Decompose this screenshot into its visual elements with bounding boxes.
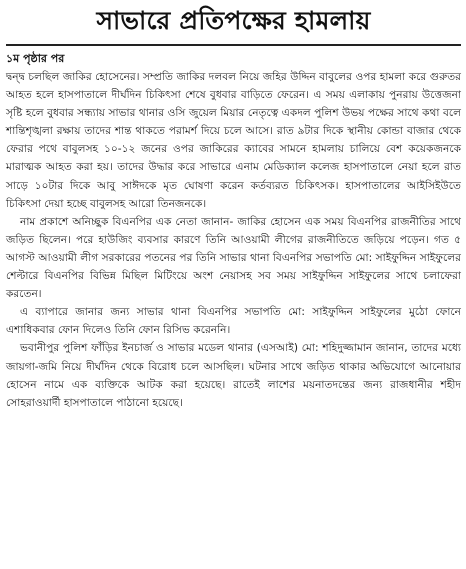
headline: সাভারে প্রতিপক্ষের হামলায় <box>96 6 371 35</box>
continued-from-label: ১ম পৃষ্ঠার পর <box>6 52 65 65</box>
headline-rule <box>6 44 461 46</box>
article-paragraph-2: নাম প্রকাশে অনিচ্ছুক বিএনপির এক নেতা জানান- জাকির হোসেন এক সময় বিএনপির রাজনীতির সাথে জড়িত ছিলেন। পরে হাউজিং ব্যবসার কারণে তিনি আওয়ামী লীগের রাজনীতিতে জড়িয়ে পড়েন। গত ৫ আগস্ট আওয়ামী লীগ সরকারের পতনের পর তিনি সাভার থানা বিএনপির সভাপতি মো: সাইফুদ্দিন সাইফুলের শেল্টারে বিএনপির বিভিন্ন মিছিল মিটিংয়ে অংশ নেয়াসহ সব সময় সাইফুদ্দিন সাইফুলের সাথে চলাফেরা করতেন। <box>6 215 461 301</box>
article-paragraph-3: এ ব্যাপারে জানার জন্য সাভার থানা বিএনপির সভাপতি মো: সাইফুদ্দিন সাইফুলের মুঠো ফোনে এশাধিকবার ফোন দিলেও তিনি ফোন রিসিভ করেননি। <box>6 306 461 337</box>
article-paragraph-4: ভবানীপুর পুলিশ ফাঁড়ির ইনচার্জ ও সাভার মডেল থানার (এসআই) মো: শহিদুজ্জামান জানান, তাদের মধ্যে জায়গা-জমি নিয়ে দীর্ঘদিন থেকে বিরোধ চলে আসছিল। ঘটনার সাথে জড়িত থাকার অভিযোগে আনোয়ার হোসেন নামে এক ব্যক্তিকে আটক করা হয়েছে। রাতেই লাশের ময়নাতদন্তের জন্য রাজধানীর শহীদ সোহরাওয়ার্দী হাসপাতালে পাঠানো হয়েছে। <box>6 342 461 409</box>
article-paragraph-1: দ্বন্দ্ব চলছিল জাকির হোসেনের। সম্প্রতি জাকির দলবল নিয়ে জহির উদ্দিন বাবুলের ওপর হামলা করে গুরুতর আহত হলে হাসপাতালে দীর্ঘদিন চিকিৎসা শেষে বুধবার বাড়িতে ফেরেন। এ সময় এলাকায় পুনরায় উত্তেজনা সৃষ্টি হলে বুধবার সন্ধ্যায় সাভার থানার ওসি জুয়েল মিয়ার নেতৃত্বে একদল পুলিশ উভয় পক্ষের সাথে কথা বলে শান্তিশৃঙ্খলা রক্ষায় তাদের শান্ত থাকতে পরামর্শ দিয়ে চলে আসে। রাত ৯টার দিকে স্থানীয় কোন্ডা বাজার থেকে ফেরার পথে বাবুলসহ ১০-১২ জনের ওপর জাকিরের ক্যাবের সামনে হামলায় চালিয়ে বেশ কয়েকজনকে মারাত্মক আহত করা হয়। তাদের উদ্ধার করে সাভারে এনাম মেডিক্যাল কলেজ হাসপাতালে নেয়া হলে রাত সাড়ে ১০টার দিকে আবু সাঈদকে মৃত ঘোষণা করেন কর্তব্যরত চিকিৎসক। হাসপাতালের আইসিইউতে চিকিৎসা দেয়া হচ্ছে বাবুলসহ আরো তিনজনকে। <box>6 71 461 210</box>
